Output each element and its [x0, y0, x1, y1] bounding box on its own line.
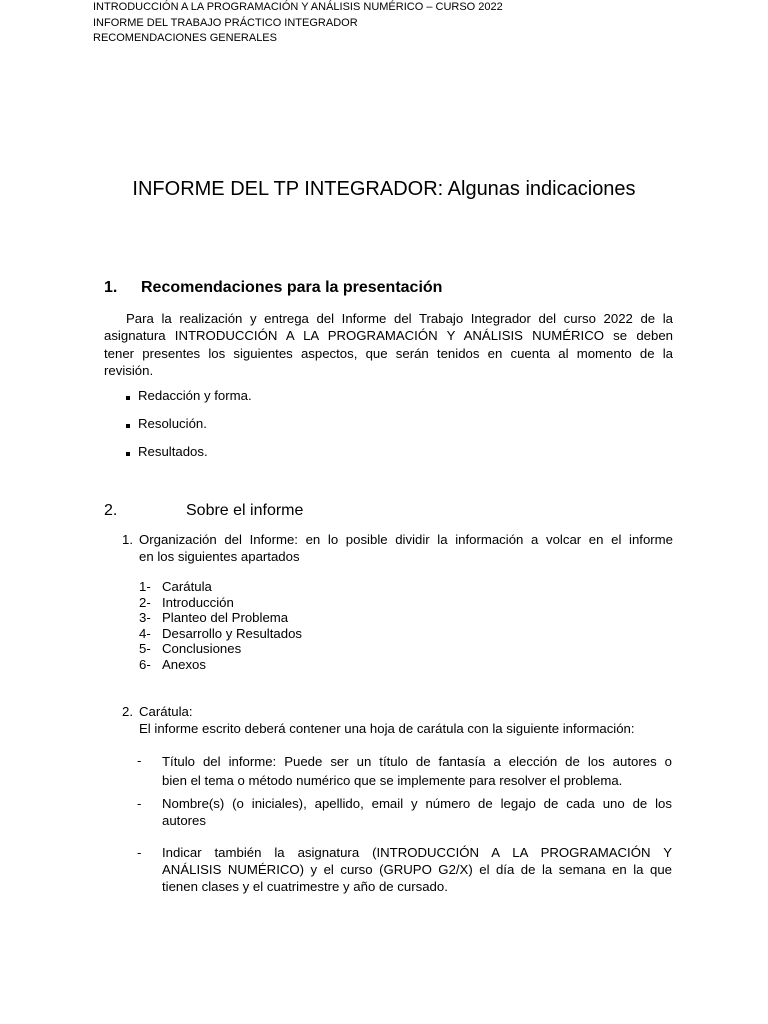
dash-line: Indicar también la asignatura (INTRODUCCIÓN A LA PROGRAMACIÓN Y [162, 845, 672, 860]
item-line: El informe escrito deberá contener una hoja de carátula con la siguiente información: [139, 721, 635, 736]
dash-line: Nombre(s) (o iniciales), apellido, email y número de legajo de cada uno de los [162, 796, 672, 811]
item-number: 1. [122, 532, 133, 547]
header-line-report: INFORME DEL TRABAJO PRÁCTICO INTEGRADOR [93, 16, 358, 29]
section-2-title: Sobre el informe [186, 502, 304, 519]
bullet-square-icon [126, 396, 130, 400]
dash-marker: - [137, 753, 142, 768]
section-1-paragraph [104, 310, 673, 379]
section-2-number: 2. [104, 502, 118, 519]
dash-line: Título del informe: Puede ser un título de fantasía a elección de los autores o [162, 754, 672, 769]
bullet-item [126, 416, 207, 431]
header-line-recommendations: RECOMENDACIONES GENERALES [93, 32, 277, 44]
bullet-square-icon [126, 424, 130, 428]
bullet-square-icon [126, 452, 130, 456]
bullet-text: Resolución. [138, 416, 207, 431]
item-line: Carátula: [139, 704, 193, 719]
document-title: INFORME DEL TP INTEGRADOR: Algunas indicaciones [132, 178, 636, 200]
dash-marker: - [137, 796, 142, 811]
bullet-text: Redacción y forma. [138, 388, 252, 403]
paragraph-line: revisión. [104, 362, 154, 378]
header-line-course: INTRODUCCIÓN A LA PROGRAMACIÓN Y ANÁLISIS NUMÉRICO – CURSO 2022 [93, 1, 503, 13]
dash-line: bien el tema o método numérico que se implemente para resolver el problema. [162, 773, 623, 788]
section-1-title: Recomendaciones para la presentación [141, 279, 443, 296]
bullet-item [126, 444, 208, 459]
section-1-heading [104, 279, 442, 297]
paragraph-line: Para la realización y entrega del Informe del Trabajo Integrador del curso 2022 de la [126, 311, 673, 326]
dash-line: ANÁLISIS NUMÉRICO) y el curso (GRUPO G2/X) el día de la semana en la que [162, 862, 672, 877]
bullet-item [126, 388, 252, 403]
document-page: INTRODUCCIÓN A LA PROGRAMACIÓN Y ANÁLISIS NUMÉRICO – CURSO 2022 INFORME DEL TRABAJO PRÁCTICO INTEGRADOR RECOMENDACIONES GENERALES INFORME DEL TP INTEGRADOR: Algunas indicaciones 1. Recomendaciones para la presentación Para la realización y entrega del Informe del Trabajo Integrador del curso 2022 de la asignatura INTRODUCCIÓN A LA PROGRAMACIÓN Y ANÁLISIS NUMÉRICO se deben tener presentes los siguientes aspectos, que serán tenidos en cuenta al momento de la revisión. Redacción y forma. Resolución. Resultados. 2. Sobre el informe 1. Organización del Informe: en lo posible dividir la información a volcar en el informe en los siguientes apartados 1- Carátula 2- Introducción 3- Planteo del Problema 4- Desarrollo y Resultados 5- Conclusiones 6- Anexos 2. Carátula: El informe escrito deberá contener una hoja de carátula con la siguiente información: - Título del informe: Puede ser un título de fantasía a elección de los autores o bien el tema o método numérico que se implemente para resolver el problema. - Nombre(s) (o iniciales), apellido, email y número de legajo de cada uno de los autores - Indicar también la asignatura (INTRODUCCIÓN A LA PROGRAMACIÓN Y ANÁLISIS NUMÉRICO) y el curso (GRUPO G2/X) el día de la semana en la que tienen clases y el cuatrimestre y año de cursado. [0, 0, 768, 1024]
dash-marker: - [137, 845, 142, 860]
paragraph-line: asignatura INTRODUCCIÓN A LA PROGRAMACIÓN Y ANÁLISIS NUMÉRICO se deben [104, 328, 673, 344]
section-1-number: 1. [104, 279, 118, 296]
item-number: 2. [122, 704, 133, 719]
bullet-text: Resultados. [138, 444, 208, 459]
dash-line: tienen clases y el cuatrimestre y año de cursado. [162, 879, 448, 894]
paragraph-line: tener presentes los siguientes aspectos, que serán tenidos en cuenta al momento de la [104, 345, 673, 361]
page-header [93, 0, 503, 47]
section-2-heading [104, 502, 303, 520]
item-line: en los siguientes apartados [139, 549, 300, 564]
item-line: Organización del Informe: en lo posible dividir la información a volcar en el informe [139, 532, 673, 547]
dash-line: autores [162, 813, 206, 828]
